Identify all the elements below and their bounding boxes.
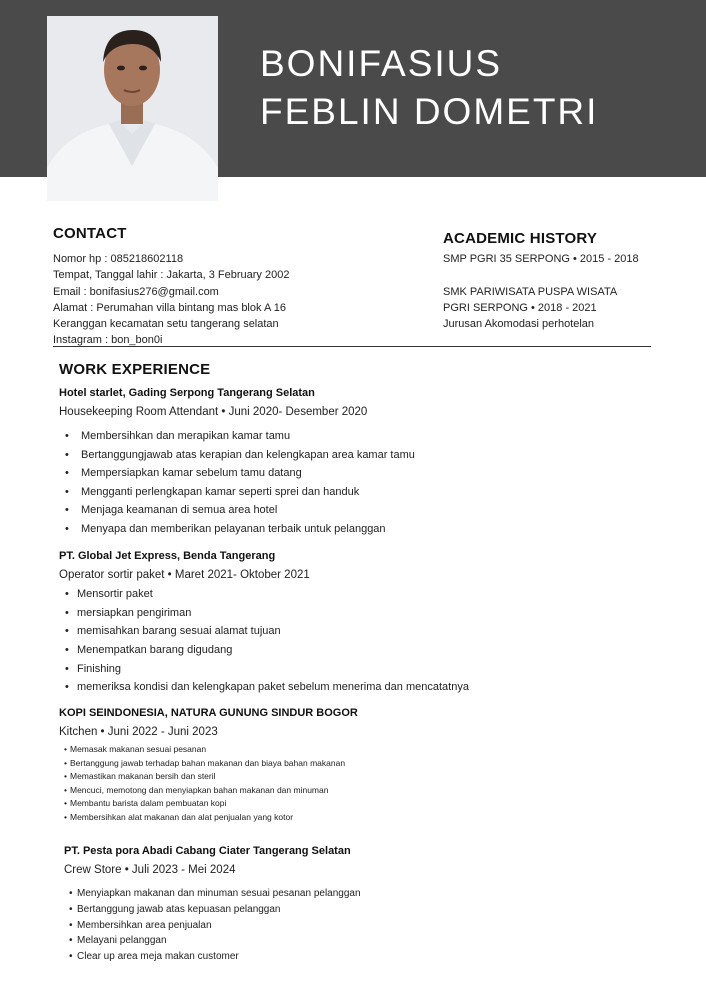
duty-item: • Memasak makanan sesuai pesanan [64,743,679,757]
contact-heading: CONTACT [53,225,127,242]
candidate-name [260,40,598,136]
contact-address-2: Keranggan kecamatan setu tangerang selatan [53,318,279,331]
duty-item: • Mempersiapkan kamar sebelum tamu datang [65,464,679,483]
duty-item: • Menyapa dan memberikan pelayanan terbaik untuk pelanggan [65,520,679,539]
duty-item: • Bertanggungjawab atas kerapian dan kelengkapan area kamar tamu [65,446,679,465]
contact-details [53,251,289,349]
duty-item: • Mensortir paket [65,585,679,604]
duty-item: • Membantu barista dalam pembuatan kopi [64,797,679,811]
duty-item: • Memastikan makanan bersih dan steril [64,770,679,784]
job-role: Operator sortir paket • Maret 2021- Oktober 2021 [59,569,310,581]
job-entry [59,704,679,825]
job-role: Crew Store • Juli 2023 - Mei 2024 [64,864,236,876]
contact-email: Email : bonifasius276@gmail.com [53,285,219,298]
duty-item: • Clear up area meja makan customer [69,949,684,965]
job-duties [59,585,679,697]
contact-address: Alamat : Perumahan villa bintang mas blok A 16 [53,301,286,314]
duty-item: • Mengganti perlengkapan kamar seperti sprei dan handuk [65,483,679,502]
contact-instagram: Instagram : bon_bon0i [53,334,163,347]
job-duties [59,743,679,825]
job-entry [64,842,684,965]
duty-item: • Bertanggung jawab atas kepuasan pelanggan [69,902,684,918]
job-role: Kitchen • Juni 2022 - Juni 2023 [59,726,218,738]
academic-school-2: SMK PARIWISATA PUSPA WISATA [443,285,618,298]
duty-item: • mersiapkan pengiriman [65,604,679,623]
section-divider [53,346,651,347]
duty-item: • Menjaga keamanan di semua area hotel [65,501,679,520]
duty-item: • memeriksa kondisi dan kelengkapan paket sebelum menerima dan mencatatnya [65,678,679,697]
name-line-1: BONIFASIUS [260,43,503,84]
name-line-2: FEBLIN DOMETRI [260,91,599,132]
contact-phone: Nomor hp : 085218602118 [53,253,184,265]
academic-school-1: SMP PGRI 35 SERPONG • 2015 - 2018 [443,253,639,265]
duty-item: • Melayani pelanggan [69,933,684,949]
duty-item: • Menyiapkan makanan dan minuman sesuai pesanan pelanggan [69,886,684,902]
job-company: KOPI SEINDONESIA, NATURA GUNUNG SINDUR BOGOR [59,707,358,719]
avatar-icon [47,16,218,201]
academic-spacer [443,267,639,283]
duty-item: • memisahkan barang sesuai alamat tujuan [65,622,679,641]
job-company: PT. Global Jet Express, Benda Tangerang [59,550,276,562]
duty-item: • Mencuci, memotong dan menyiapkan bahan makanan dan minuman [64,784,679,798]
academic-details [443,251,639,332]
work-heading: WORK EXPERIENCE [59,361,211,378]
job-duties [64,886,684,965]
job-duties [59,427,679,539]
academic-school-2-years: PGRI SERPONG • 2018 - 2021 [443,301,597,314]
duty-item: • Menempatkan barang digudang [65,641,679,660]
duty-item: • Membersihkan dan merapikan kamar tamu [65,427,679,446]
duty-item: • Membersihkan alat makanan dan alat penjualan yang kotor [64,811,679,825]
job-entry [59,547,679,697]
job-entry [59,384,679,539]
academic-major: Jurusan Akomodasi perhotelan [443,318,595,331]
contact-birth: Tempat, Tanggal lahir : Jakarta, 3 February 2002 [53,269,290,282]
academic-heading: ACADEMIC HISTORY [443,230,598,247]
duty-item: • Finishing [65,660,679,679]
job-company: PT. Pesta pora Abadi Cabang Ciater Tangerang Selatan [64,845,351,857]
job-company: Hotel starlet, Gading Serpong Tangerang Selatan [59,387,315,399]
duty-item: • Bertanggung jawab terhadap bahan makanan dan biaya bahan makanan [64,757,679,771]
job-role: Housekeeping Room Attendant • Juni 2020- Desember 2020 [59,406,368,418]
duty-item: • Membersihkan area penjualan [69,918,684,934]
profile-photo [47,16,218,201]
